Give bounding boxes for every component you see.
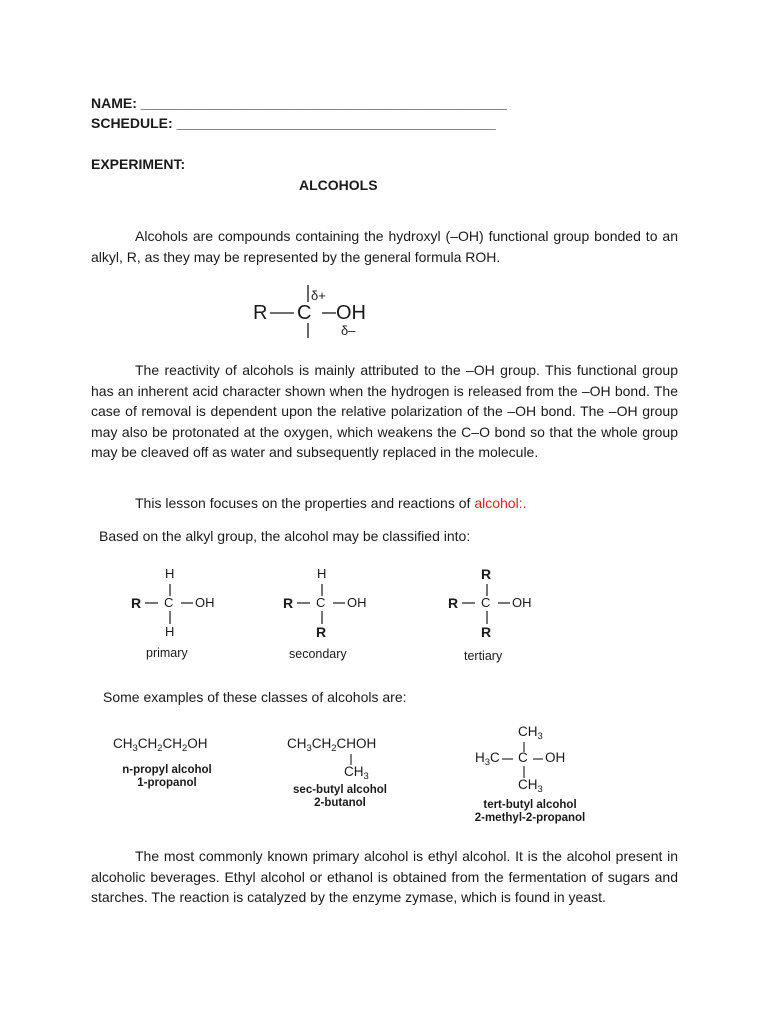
primary-structure <box>128 566 228 666</box>
tertiary-caption: tertiary <box>464 649 503 663</box>
secondary-top: H <box>317 566 327 581</box>
tertiary-bonds <box>446 566 556 646</box>
tertiary-c: C <box>481 595 491 610</box>
lesson-text: This lesson focuses on the properties and reactions of <box>135 495 475 511</box>
lesson-suffix: :. <box>518 495 527 511</box>
name-label: NAME: <box>91 95 137 111</box>
ethyl-text: The most commonly known primary alcohol is ethyl alcohol. It is the alcohol present in alcoholic beverages. Ethyl alcohol or ethanol is obtained from the fermentation of sugars and starches. The reaction is catalyzed by the enzyme zymase, which is found in yeast. <box>91 848 678 905</box>
tertiary-structure <box>446 566 556 666</box>
formula-c: C <box>297 302 312 324</box>
butyl-structure <box>287 736 417 816</box>
formula-r: R <box>253 302 268 324</box>
schedule-blank: _________________________________________ <box>176 115 496 131</box>
primary-bottom: H <box>165 624 175 639</box>
tertiary-top: R <box>481 566 492 582</box>
classification-intro: Based on the alkyl group, the alcohol may be classified into: <box>99 528 471 544</box>
propyl-caption <box>113 764 221 790</box>
secondary-right: OH <box>347 595 367 610</box>
butyl-formula: $CH_3CH_2CHOH$ <box>287 736 377 754</box>
experiment-label: EXPERIMENT: <box>91 156 186 172</box>
schedule-label: SCHEDULE: <box>91 115 173 131</box>
secondary-left: R <box>283 595 294 611</box>
secondary-c: C <box>316 595 326 610</box>
propyl-formula: $CH_3CH_2CH_2OH$ <box>113 736 208 754</box>
tert-caption-2: 2-methyl-2-propanol <box>474 812 586 824</box>
tertiary-right: OH <box>512 595 532 610</box>
name-blank: _______________________________________________ <box>140 95 507 111</box>
tert-c: C <box>518 750 528 765</box>
lesson-line <box>135 495 526 511</box>
tert-left-methyl: $H_3C$ <box>475 750 500 768</box>
primary-left: R <box>131 595 142 611</box>
butyl-caption <box>285 784 395 810</box>
secondary-bottom: R <box>316 624 327 640</box>
butyl-methyl: $CH_3$ <box>344 764 369 782</box>
formula-oh: OH <box>336 302 366 324</box>
schedule-line <box>91 115 496 131</box>
propyl-structure <box>113 736 243 796</box>
ethyl-paragraph <box>91 846 678 908</box>
tert-top-methyl: $CH_3$ <box>518 724 543 742</box>
secondary-bonds <box>281 566 391 646</box>
propyl-caption-2: 1-propanol <box>137 777 197 789</box>
butyl-caption-1: sec-butyl alcohol <box>293 784 387 796</box>
primary-c: C <box>164 595 174 610</box>
intro-paragraph <box>91 226 678 267</box>
name-line <box>91 95 507 111</box>
reactivity-text: The reactivity of alcohols is mainly attributed to the –OH group. This functional group has an inherent acid character shown when the hydrogen is released from the –OH bond. The case of removal is dependent upon the relative polarization of the –OH bond. The –OH group may also be protonated at the oxygen, which weakens the C–O bond so that the whole group may be cleaved off as water and subsequently replaced in the molecule. <box>91 362 678 460</box>
general-formula <box>250 282 390 342</box>
primary-top: H <box>165 566 175 581</box>
primary-caption: primary <box>146 646 188 660</box>
tert-oh: OH <box>545 750 566 765</box>
butyl-caption-2: 2-butanol <box>314 797 366 809</box>
tert-structure <box>468 724 608 828</box>
secondary-structure <box>281 566 391 666</box>
secondary-caption: secondary <box>289 647 347 661</box>
alcohol-link[interactable]: alcohol <box>474 495 519 511</box>
intro-text: Alcohols are compounds containing the hydroxyl (–OH) functional group bonded to an alkyl, R, as they may be represented by the general formula ROH. <box>91 228 678 265</box>
tert-bottom-methyl: $CH_3$ <box>518 777 543 795</box>
propyl-caption-1: n-propyl alcohol <box>122 764 212 776</box>
tert-caption <box>468 799 592 825</box>
primary-right: OH <box>195 595 215 610</box>
delta-plus: δ+ <box>311 288 326 303</box>
delta-minus: δ– <box>341 323 356 338</box>
tertiary-left: R <box>448 595 459 611</box>
tert-caption-1: tert-butyl alcohol <box>483 799 577 811</box>
tertiary-bottom: R <box>481 624 492 640</box>
page-title: ALCOHOLS <box>299 177 378 193</box>
examples-intro: Some examples of these classes of alcohols are: <box>103 689 407 705</box>
reactivity-paragraph <box>91 360 678 463</box>
